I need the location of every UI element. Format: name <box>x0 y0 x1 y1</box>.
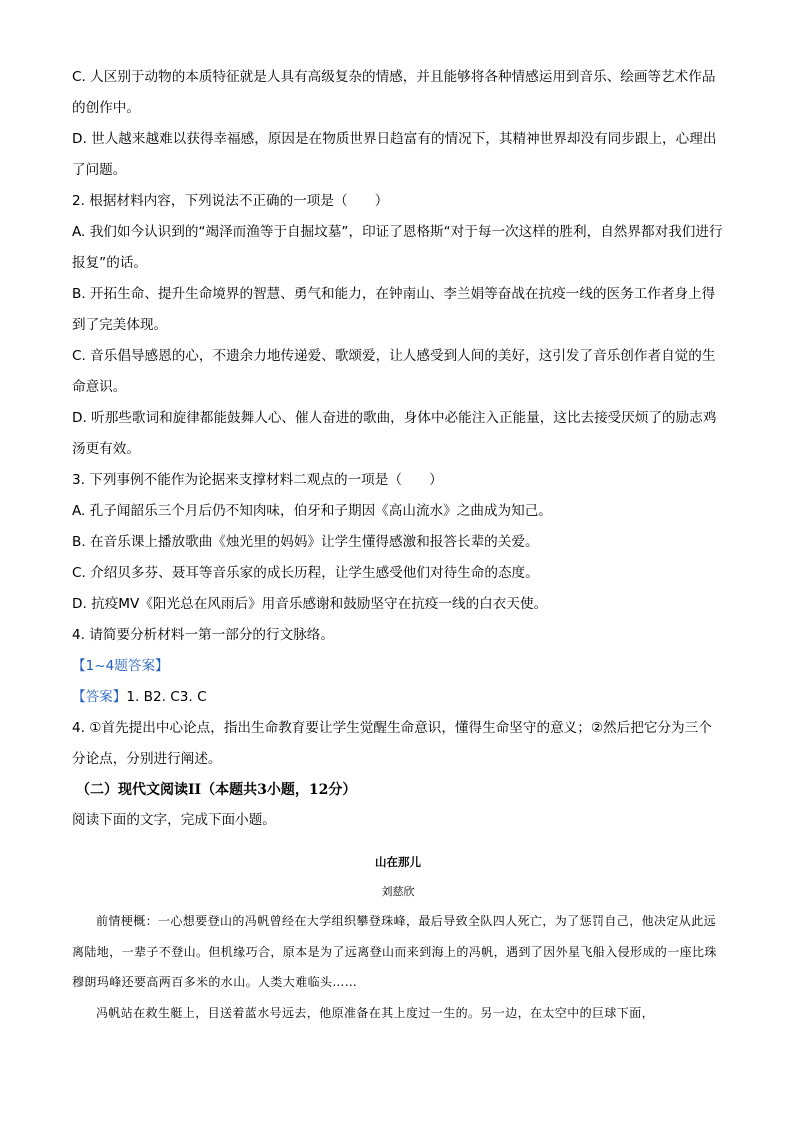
reading-instruction: 阅读下面的文字，完成下面小题。 <box>72 812 276 828</box>
q4-answer: 4. ①首先提出中心论点，指出生命教育要让学生觉醒生命意识，懂得生命坚守的意义；②然后把它分为三个分论点，分别进行阐述。 <box>72 720 712 767</box>
document-page <box>72 62 724 1028</box>
question-2: 2. 根据材料内容，下列说法不正确的一项是（ ） <box>72 193 389 209</box>
story-title: 山在那儿 <box>375 855 421 869</box>
answer-tag: 【答案】 <box>72 689 127 705</box>
q3-option-a: A. 孔子闻韶乐三个月后仍不知肉味，伯牙和子期因《高山流水》之曲成为知己。 <box>72 503 552 519</box>
story-author: 刘慈欣 <box>381 885 415 898</box>
answer-text: 1. B2. C3. C <box>126 689 207 705</box>
question-4: 4. 请简要分析材料一第一部分的行文脉络。 <box>72 627 334 643</box>
question-3: 3. 下列事例不能作为论据来支撑材料二观点的一项是（ ） <box>72 472 443 488</box>
option-c-prev: C. 人区别于动物的本质特征就是人具有高级复杂的情感，并且能够将各种情感运用到音乐、绘画等艺术作品的创作中。 <box>72 69 716 116</box>
q3-option-c: C. 介绍贝多芬、聂耳等音乐家的成长历程，让学生感受他们对待生命的态度。 <box>72 565 539 581</box>
answer-section-label: 【1~4题答案】 <box>72 658 169 674</box>
q2-option-d: D. 听那些歌词和旋律都能鼓舞人心、催人奋进的歌曲，身体中必能注入正能量，这比去接受厌烦了的励志鸡汤更有效。 <box>72 410 717 457</box>
section-heading: （二）现代文阅读II（本题共3小题，12分） <box>76 782 357 798</box>
option-d-prev: D. 世人越来越难以获得幸福感，原因是在物质世界日趋富有的情况下，其精神世界却没有同步跟上，心理出了问题。 <box>72 131 717 178</box>
q3-option-b: B. 在音乐课上播放歌曲《烛光里的妈妈》让学生懂得感激和报答长辈的关爱。 <box>72 534 539 550</box>
answer-line <box>72 682 724 713</box>
q2-option-a: A. 我们如今认识到的“竭泽而渔等于自掘坟墓”，印证了恩格斯“对于每一次这样的胜利，自然界都对我们进行报复”的话。 <box>72 224 723 271</box>
q2-option-c: C. 音乐倡导感恩的心，不遗余力地传递爱、歌颂爱，让人感受到人间的美好，这引发了音乐创作者自觉的生命意识。 <box>72 348 716 395</box>
story-paragraph: 冯帆站在救生艇上，目送着蓝水号远去，他原准备在其上度过一生的。另一边，在太空中的巨球下面， <box>96 1005 655 1020</box>
q3-option-d: D. 抗疫MV《阳光总在风雨后》用音乐感谢和鼓励坚守在抗疫一线的白衣天使。 <box>72 596 548 612</box>
q2-option-b: B. 开拓生命、提升生命境界的智慧、勇气和能力，在钟南山、李兰娟等奋战在抗疫一线的医务工作者身上得到了完美体现。 <box>72 286 716 333</box>
story-paragraph: 前情梗概：一心想要登山的冯帆曾经在大学组织攀登珠峰，最后导致全队四人死亡，为了惩罚自己，他决定从此远离陆地，一辈子不登山。但机缘巧合，原本是为了远离登山而来到海上的冯帆，遇到了因外星飞船入侵形成的一座比珠穆朗玛峰还要高两百多米的水山。人类大难临头…… <box>72 914 717 989</box>
